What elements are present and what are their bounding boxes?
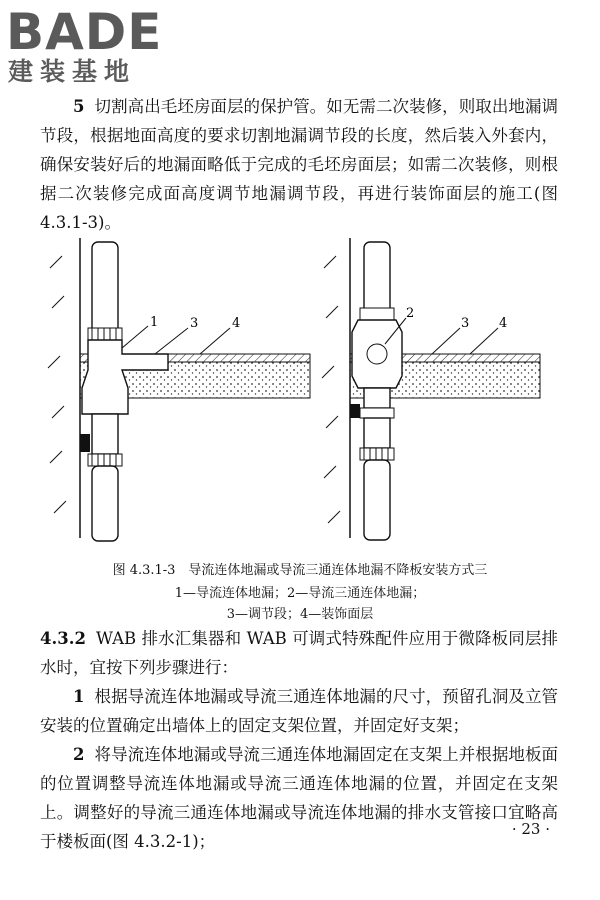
wall (48, 238, 80, 538)
label-3: 3 (190, 316, 199, 331)
left-diagram (48, 238, 310, 541)
installation-figure (40, 228, 560, 553)
logo-brand: BADE (6, 3, 163, 61)
label-3: 3 (461, 316, 470, 331)
section-text: WAB 排水汇集器和 WAB 可调式特殊配件应用于微降板同层排水时，宜按下列步骤进行： (40, 629, 558, 677)
item-text: 根据导流连体地漏或导流三通连体地漏的尺寸，预留孔洞及立管安装的位置确定出墙体上的固定支架位置，并固定好支架； (40, 687, 558, 735)
right-diagram (322, 238, 540, 540)
label-4: 4 (232, 316, 241, 331)
item-number: 5 (73, 97, 85, 116)
paragraph-step-2 (40, 740, 558, 856)
item-number: 1 (73, 687, 85, 706)
leader-lines (122, 326, 230, 354)
section-number: 4.3.2 (40, 629, 86, 648)
item-text: 切割高出毛坯房面层的保护管。如无需二次装修，则取出地漏调节段，根据地面高度的要求切割地漏调节段的长度，然后装入外套内，确保安装好后的地漏面略低于完成的毛坯房面层；如需二次装修，则根据二次装修完成面高度调节地漏调节段，再进行装饰面层的施工(图 4.3.1-3)。 (40, 97, 558, 232)
logo-subtitle: 建装基地 (8, 57, 137, 86)
item-text: 将导流连体地漏或导流三通连体地漏固定在支架上并根据地板面的位置调整导流连体地漏或导流三通连体地漏的位置，并固定在支架上。调整好的导流三通连体地漏或导流连体地漏的排水支管接口宜略高于楼板面(图 4.3.2-1)； (40, 745, 558, 851)
page-number: · 23 · (511, 820, 550, 838)
section-4-3-2 (40, 624, 558, 682)
label-1: 1 (150, 315, 159, 330)
paragraph-step-1 (40, 682, 558, 740)
item-number: 2 (73, 745, 85, 764)
wall (322, 238, 350, 538)
label-4: 4 (499, 316, 508, 331)
figure-legend-line-1: 1—导流连体地漏；2—导流三通连体地漏； (174, 586, 426, 601)
figure-caption: 图 4.3.1-3 导流连体地漏或导流三通连体地漏不降板安装方式三 (112, 563, 488, 578)
figure-legend-line-2: 3—调节段；4—装饰面层 (226, 607, 374, 622)
publisher-logo (6, 4, 176, 86)
paragraph-item-5 (40, 92, 558, 237)
label-2: 2 (406, 306, 415, 321)
